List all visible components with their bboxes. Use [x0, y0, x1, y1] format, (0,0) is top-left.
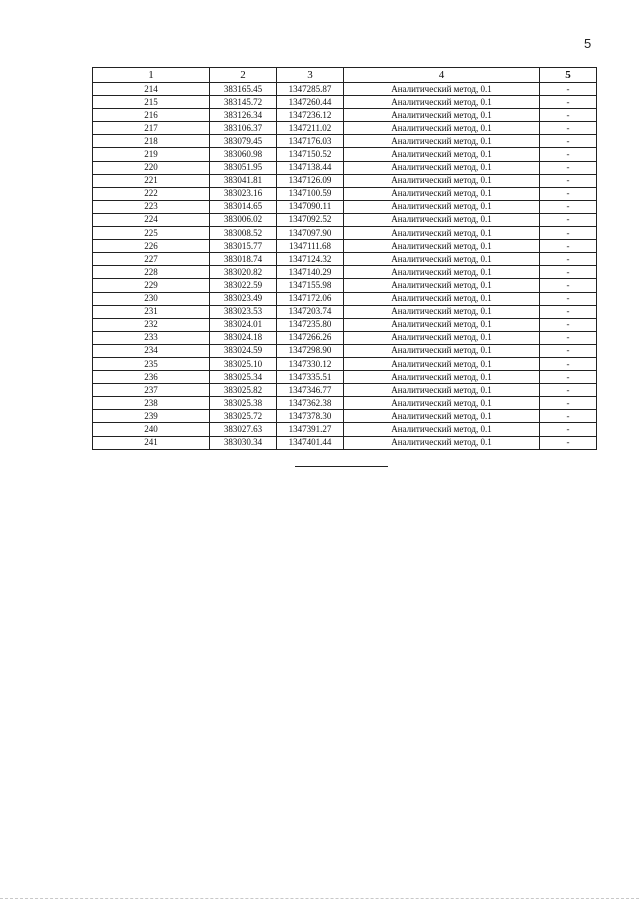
method-accuracy-cell: Аналитический метод, 0.1: [344, 436, 540, 449]
point-number-cell: 241: [93, 436, 210, 449]
method-accuracy-cell: Аналитический метод, 0.1: [344, 213, 540, 226]
method-accuracy-cell: Аналитический метод, 0.1: [344, 397, 540, 410]
table-header-row: [93, 68, 597, 83]
note-cell: -: [540, 200, 597, 213]
point-number-cell: 224: [93, 213, 210, 226]
method-accuracy-cell: Аналитический метод, 0.1: [344, 318, 540, 331]
point-number-cell: 235: [93, 357, 210, 370]
coordinate-x-cell: 383030.34: [210, 436, 277, 449]
table-row: [93, 109, 597, 122]
table-row: [93, 174, 597, 187]
column-header-4: 4: [344, 68, 540, 83]
coordinate-y-cell: 1347211.02: [277, 122, 344, 135]
coordinate-y-cell: 1347176.03: [277, 135, 344, 148]
note-cell: -: [540, 397, 597, 410]
coordinate-x-cell: 383018.74: [210, 253, 277, 266]
note-cell: -: [540, 109, 597, 122]
table-row: [93, 200, 597, 213]
coordinate-y-cell: 1347260.44: [277, 96, 344, 109]
coordinate-x-cell: 383025.82: [210, 384, 277, 397]
method-accuracy-cell: Аналитический метод, 0.1: [344, 253, 540, 266]
method-accuracy-cell: Аналитический метод, 0.1: [344, 371, 540, 384]
coordinate-x-cell: 383041.81: [210, 174, 277, 187]
point-number-cell: 217: [93, 122, 210, 135]
point-number-cell: 219: [93, 148, 210, 161]
table-row: [93, 213, 597, 226]
table-row: [93, 148, 597, 161]
point-number-cell: 222: [93, 187, 210, 200]
table-row: [93, 397, 597, 410]
point-number-cell: 230: [93, 292, 210, 305]
note-cell: -: [540, 213, 597, 226]
table-row: [93, 318, 597, 331]
method-accuracy-cell: Аналитический метод, 0.1: [344, 83, 540, 96]
point-number-cell: 229: [93, 279, 210, 292]
table-row: [93, 279, 597, 292]
table-row: [93, 357, 597, 370]
point-number-cell: 227: [93, 253, 210, 266]
note-cell: -: [540, 174, 597, 187]
coordinate-x-cell: 383079.45: [210, 135, 277, 148]
note-cell: -: [540, 318, 597, 331]
coordinate-x-cell: 383006.02: [210, 213, 277, 226]
note-cell: -: [540, 384, 597, 397]
scan-edge-line: [0, 898, 639, 899]
coordinate-y-cell: 1347126.09: [277, 174, 344, 187]
table-row: [93, 227, 597, 240]
coordinate-x-cell: 383024.01: [210, 318, 277, 331]
coordinate-x-cell: 383024.18: [210, 331, 277, 344]
coordinate-y-cell: 1347266.26: [277, 331, 344, 344]
table-row: [93, 371, 597, 384]
note-cell: -: [540, 187, 597, 200]
method-accuracy-cell: Аналитический метод, 0.1: [344, 122, 540, 135]
coordinate-x-cell: 383015.77: [210, 240, 277, 253]
table-row: [93, 266, 597, 279]
note-cell: -: [540, 410, 597, 423]
point-number-cell: 221: [93, 174, 210, 187]
method-accuracy-cell: Аналитический метод, 0.1: [344, 423, 540, 436]
method-accuracy-cell: Аналитический метод, 0.1: [344, 292, 540, 305]
note-cell: -: [540, 148, 597, 161]
coordinate-y-cell: 1347124.32: [277, 253, 344, 266]
coordinate-y-cell: 1347100.59: [277, 187, 344, 200]
coordinate-y-cell: 1347401.44: [277, 436, 344, 449]
point-number-cell: 223: [93, 200, 210, 213]
coordinates-table: [92, 67, 597, 450]
coordinate-x-cell: 383023.53: [210, 305, 277, 318]
coordinate-y-cell: 1347346.77: [277, 384, 344, 397]
method-accuracy-cell: Аналитический метод, 0.1: [344, 384, 540, 397]
table-row: [93, 331, 597, 344]
coordinate-x-cell: 383020.82: [210, 266, 277, 279]
note-cell: -: [540, 135, 597, 148]
note-cell: -: [540, 305, 597, 318]
point-number-cell: 239: [93, 410, 210, 423]
note-cell: -: [540, 227, 597, 240]
coordinate-x-cell: 383023.16: [210, 187, 277, 200]
note-cell: -: [540, 122, 597, 135]
note-cell: -: [540, 279, 597, 292]
point-number-cell: 236: [93, 371, 210, 384]
coordinate-x-cell: 383027.63: [210, 423, 277, 436]
coordinate-y-cell: 1347391.27: [277, 423, 344, 436]
note-cell: -: [540, 423, 597, 436]
coordinate-x-cell: 383106.37: [210, 122, 277, 135]
coordinate-x-cell: 383014.65: [210, 200, 277, 213]
coordinate-y-cell: 1347150.52: [277, 148, 344, 161]
coordinate-y-cell: 1347330.12: [277, 357, 344, 370]
method-accuracy-cell: Аналитический метод, 0.1: [344, 135, 540, 148]
column-header-2: 2: [210, 68, 277, 83]
coordinate-y-cell: 1347203.74: [277, 305, 344, 318]
point-number-cell: 220: [93, 161, 210, 174]
method-accuracy-cell: Аналитический метод, 0.1: [344, 187, 540, 200]
point-number-cell: 233: [93, 331, 210, 344]
coordinate-x-cell: 383025.72: [210, 410, 277, 423]
table-body: [93, 83, 597, 450]
coordinate-y-cell: 1347155.98: [277, 279, 344, 292]
coordinate-x-cell: 383023.49: [210, 292, 277, 305]
coordinate-y-cell: 1347172.06: [277, 292, 344, 305]
point-number-cell: 226: [93, 240, 210, 253]
coordinate-x-cell: 383145.72: [210, 96, 277, 109]
table-row: [93, 384, 597, 397]
point-number-cell: 214: [93, 83, 210, 96]
coordinate-y-cell: 1347335.51: [277, 371, 344, 384]
point-number-cell: 215: [93, 96, 210, 109]
coordinate-x-cell: 383126.34: [210, 109, 277, 122]
coordinate-y-cell: 1347111.68: [277, 240, 344, 253]
coordinate-x-cell: 383024.59: [210, 344, 277, 357]
coordinate-x-cell: 383022.59: [210, 279, 277, 292]
point-number-cell: 218: [93, 135, 210, 148]
method-accuracy-cell: Аналитический метод, 0.1: [344, 357, 540, 370]
coordinate-x-cell: 383025.38: [210, 397, 277, 410]
column-header-1: 1: [93, 68, 210, 83]
point-number-cell: 231: [93, 305, 210, 318]
note-cell: -: [540, 371, 597, 384]
method-accuracy-cell: Аналитический метод, 0.1: [344, 161, 540, 174]
method-accuracy-cell: Аналитический метод, 0.1: [344, 240, 540, 253]
method-accuracy-cell: Аналитический метод, 0.1: [344, 279, 540, 292]
point-number-cell: 237: [93, 384, 210, 397]
method-accuracy-cell: Аналитический метод, 0.1: [344, 331, 540, 344]
coordinate-y-cell: 1347236.12: [277, 109, 344, 122]
coordinate-y-cell: 1347092.52: [277, 213, 344, 226]
point-number-cell: 232: [93, 318, 210, 331]
coordinate-y-cell: 1347378.30: [277, 410, 344, 423]
note-cell: -: [540, 357, 597, 370]
method-accuracy-cell: Аналитический метод, 0.1: [344, 305, 540, 318]
note-cell: -: [540, 253, 597, 266]
coordinate-y-cell: 1347090.11: [277, 200, 344, 213]
note-cell: -: [540, 436, 597, 449]
table-row: [93, 292, 597, 305]
coordinate-x-cell: 383025.34: [210, 371, 277, 384]
table-row: [93, 344, 597, 357]
table-row: [93, 83, 597, 96]
method-accuracy-cell: Аналитический метод, 0.1: [344, 148, 540, 161]
column-header-3: 3: [277, 68, 344, 83]
coordinate-x-cell: 383165.45: [210, 83, 277, 96]
point-number-cell: 216: [93, 109, 210, 122]
coordinate-x-cell: 383025.10: [210, 357, 277, 370]
method-accuracy-cell: Аналитический метод, 0.1: [344, 227, 540, 240]
page-number: 5: [584, 36, 592, 51]
table-row: [93, 253, 597, 266]
method-accuracy-cell: Аналитический метод, 0.1: [344, 109, 540, 122]
point-number-cell: 240: [93, 423, 210, 436]
coordinate-y-cell: 1347298.90: [277, 344, 344, 357]
method-accuracy-cell: Аналитический метод, 0.1: [344, 174, 540, 187]
point-number-cell: 228: [93, 266, 210, 279]
note-cell: -: [540, 83, 597, 96]
note-cell: -: [540, 344, 597, 357]
method-accuracy-cell: Аналитический метод, 0.1: [344, 266, 540, 279]
coordinate-x-cell: 383051.95: [210, 161, 277, 174]
note-cell: -: [540, 331, 597, 344]
coordinate-y-cell: 1347235.80: [277, 318, 344, 331]
method-accuracy-cell: Аналитический метод, 0.1: [344, 410, 540, 423]
table-row: [93, 135, 597, 148]
note-cell: -: [540, 96, 597, 109]
point-number-cell: 225: [93, 227, 210, 240]
note-cell: -: [540, 292, 597, 305]
method-accuracy-cell: Аналитический метод, 0.1: [344, 344, 540, 357]
coordinate-y-cell: 1347097.90: [277, 227, 344, 240]
table-row: [93, 122, 597, 135]
end-of-document-line: [295, 466, 388, 467]
coordinate-y-cell: 1347140.29: [277, 266, 344, 279]
coordinate-y-cell: 1347362.38: [277, 397, 344, 410]
table-row: [93, 305, 597, 318]
note-cell: -: [540, 161, 597, 174]
coordinate-x-cell: 383008.52: [210, 227, 277, 240]
method-accuracy-cell: Аналитический метод, 0.1: [344, 96, 540, 109]
coordinate-y-cell: 1347285.87: [277, 83, 344, 96]
method-accuracy-cell: Аналитический метод, 0.1: [344, 200, 540, 213]
table-row: [93, 161, 597, 174]
column-header-5: 5: [540, 68, 597, 83]
table-row: [93, 423, 597, 436]
point-number-cell: 234: [93, 344, 210, 357]
table-row: [93, 240, 597, 253]
table-row: [93, 96, 597, 109]
table-row: [93, 410, 597, 423]
table-row: [93, 187, 597, 200]
note-cell: -: [540, 266, 597, 279]
note-cell: -: [540, 240, 597, 253]
point-number-cell: 238: [93, 397, 210, 410]
coordinate-y-cell: 1347138.44: [277, 161, 344, 174]
table-row: [93, 436, 597, 449]
coordinate-x-cell: 383060.98: [210, 148, 277, 161]
